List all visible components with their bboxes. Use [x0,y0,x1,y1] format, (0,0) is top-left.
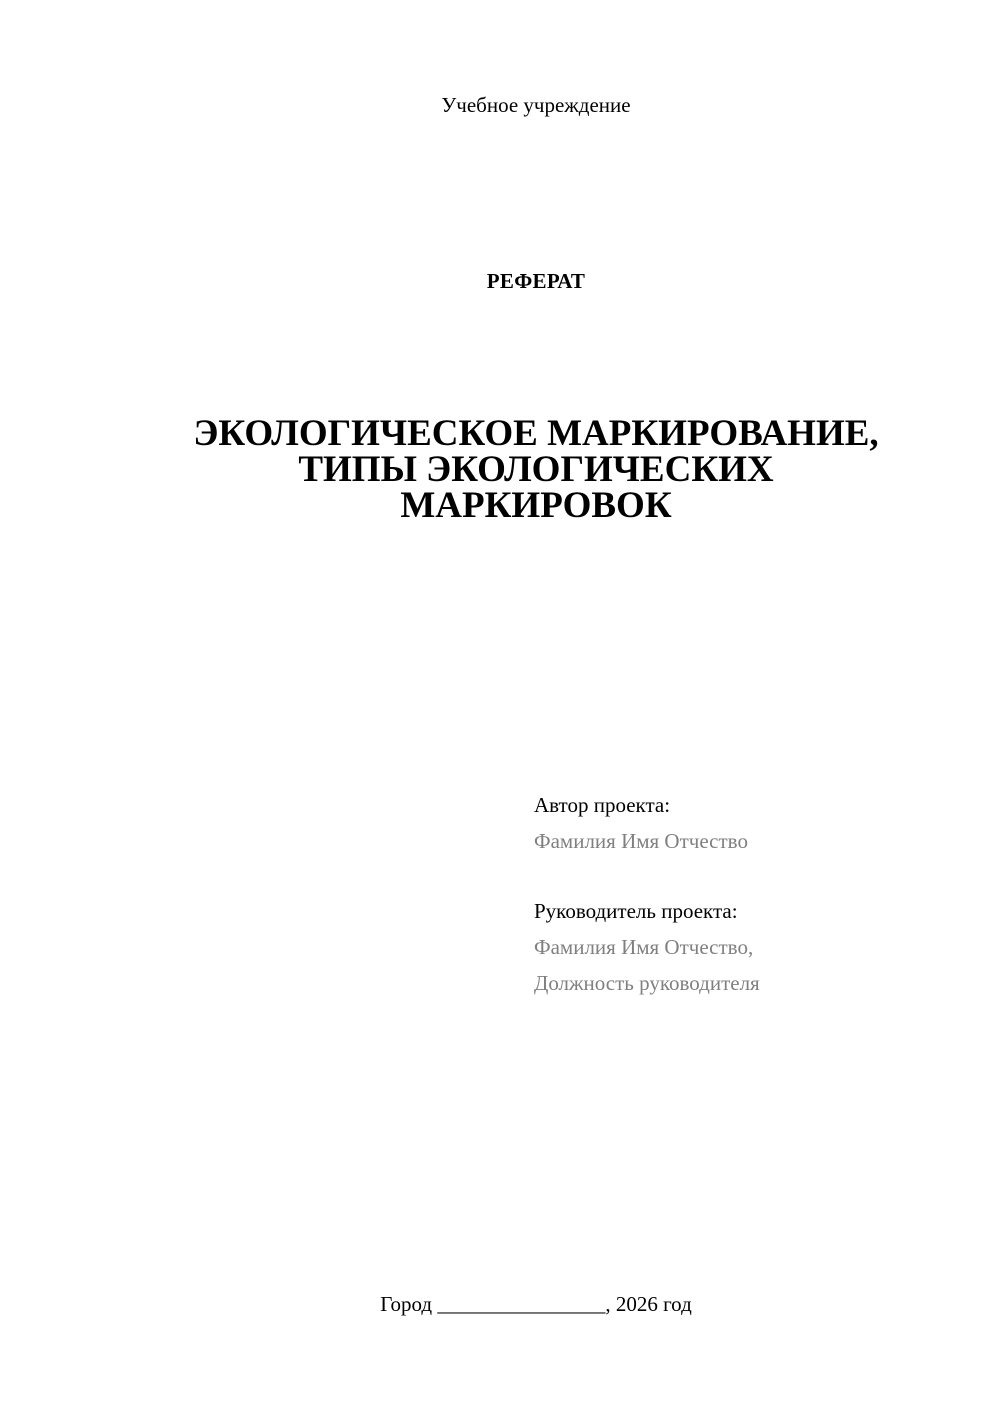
document-type: РЕФЕРАТ [486,269,586,293]
supervisor-label: Руководитель проекта: [534,899,738,923]
supervisor-position: Должность руководителя [534,971,760,995]
author-label: Автор проекта: [534,793,671,817]
city-year-footer: Город ________________, 2026 год [380,1292,692,1316]
document-title [150,413,922,526]
credits-spacer [534,859,974,893]
credits-block [534,787,974,1001]
institution-name: Учебное учреждение [441,93,631,117]
supervisor-name: Фамилия Имя Отчество, [534,935,754,959]
author-name: Фамилия Имя Отчество [534,829,748,853]
title-line: МАРКИРОВОК [400,485,672,526]
title-line: ЭКОЛОГИЧЕСКОЕ МАРКИРОВАНИЕ, [193,413,879,454]
title-line: ТИПЫ ЭКОЛОГИЧЕСКИХ [298,449,774,490]
